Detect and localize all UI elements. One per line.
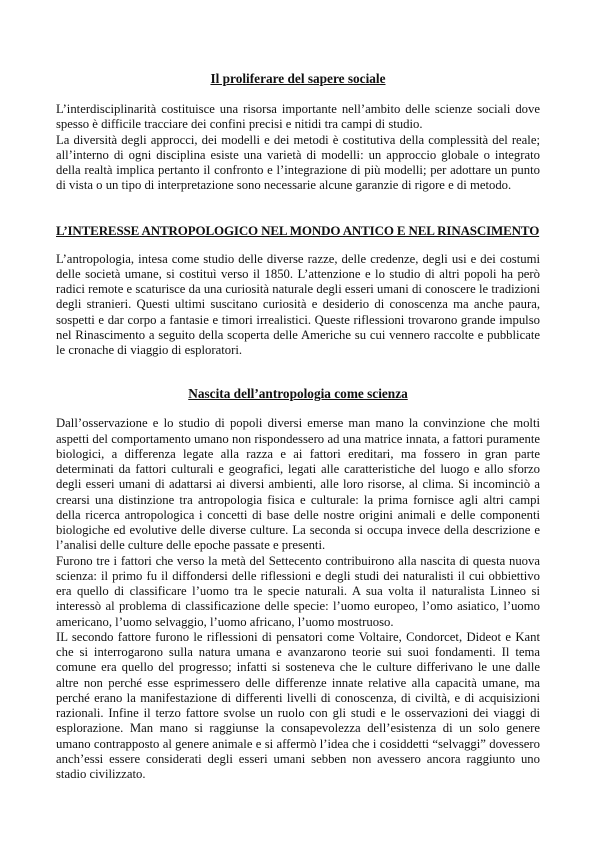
section-sapere-sociale bbox=[56, 102, 540, 194]
paragraph: Dall’osservazione e lo studio di popoli diversi emerse man mano la convinzione che molti aspetti del comportamento umano non rispondessero ad una matrice innata, a fattori puramente biologici, a differenza legate alla razza e ai fattori ereditari, ma fossero in gran parte determinati da fattori culturali e geografici, legati alle caratteristiche del luogo e allo sforzo degli esseri umani di adattarsi ai diversi ambienti, alle loro risorse, al clima. Si incominciò a crearsi una distinzione tra antropologia fisica e culturale: la prima fornisce agli altri campi della ricerca antropologica i concetti di base delle nostre origini animali e delle componenti biologiche ed evolutive delle diverse culture. La seconda si occupa invece della descrizione e l’analisi delle culture delle epoche passate e presenti. bbox=[56, 416, 540, 553]
section-nascita-antropologia bbox=[56, 416, 540, 782]
paragraph: La diversità degli approcci, dei modelli e dei metodi è costitutiva della complessità del reale; all’interno di ogni disciplina esiste una varietà di modelli: un approccio globale o integrato della realtà implica pertanto il confronto e l’integrazione di più modelli; per adottare un punto di vista o un tipo di interpretazione sono necessarie alcune garanzie di rigore e di metodo. bbox=[56, 132, 540, 193]
section-title-sapere-sociale: Il proliferare del sapere sociale bbox=[210, 71, 386, 86]
document-body bbox=[56, 70, 540, 782]
paragraph: L’antropologia, intesa come studio delle diverse razze, delle credenze, degli usi e dei costumi delle società umane, si costituì verso il 1850. L’attenzione e lo studio di altri popoli ha però radici remote e scaturisce da una curiosità naturale degli esseri umani di conoscere le tradizioni degli stranieri. Questi ultimi suscitano curiosità e desiderio di conoscenza ma anche paura, sospetti e dar corpo a fantasie e timori irrealistici. Queste riflessioni trovarono grande impulso nel Rinascimento a seguito della scoperta delle Americhe su cui vennero raccolte e pubblicate le cronache di viaggio di esploratori. bbox=[56, 251, 540, 357]
section-interesse-antropologico bbox=[56, 252, 540, 359]
paragraph: IL secondo fattore furono le riflessioni di pensatori come Voltaire, Condorcet, Dideot e Kant che si interrogarono sulla natura umana e avanzarono teorie sui suoi fondamenti. Il tema comune era quello del progresso; infatti si sosteneva che le culture differivano le une dalle altre non perché esse esprimessero delle differenze innate relative alla capacità umane, ma perché erano la manifestazione di differenti livelli di conoscenza, di civiltà, e di acquisizioni razionali. Infine il terzo fattore svolse un ruolo con gli studi e le osservazioni dei viaggi di esplorazione. Man mano si raggiunse la consapevolezza dell’esistenza di un solo genere umano contrapposto al genere animale e si affermò l’idea che i cosiddetti “selvaggi” dovessero anch’essi essere considerati degli esseri umani sebben non avessero ancora raggiunto uno stadio civilizzato. bbox=[56, 629, 540, 781]
section-title-interesse-antropologico: L’INTERESSE ANTROPOLOGICO NEL MONDO ANTICO E NEL RINASCIMENTO bbox=[56, 222, 540, 238]
paragraph: L’interdisciplinarità costituisce una risorsa importante nell’ambito delle scienze sociali dove spesso è difficile tracciare dei confini precisi e nitidi tra campi di studio. bbox=[56, 102, 540, 132]
section-title-nascita-antropologia: Nascita dell’antropologia come scienza bbox=[188, 386, 408, 402]
paragraph: Furono tre i fattori che verso la metà del Settecento contribuirono alla nascita di questa nuova scienza: il primo fu il diffondersi delle riflessioni e degli studi dei naturalisti il cui obbiettivo era quello di classificare l’uomo tra le specie naturali. A sua volta il naturalista Linneo si interessò al problema di classificazione delle specie: l’uomo europeo, l’omo asiatico, l’uomo americano, l’uomo selvaggio, l’uomo africano, l’uomo mostruoso. bbox=[56, 553, 540, 629]
